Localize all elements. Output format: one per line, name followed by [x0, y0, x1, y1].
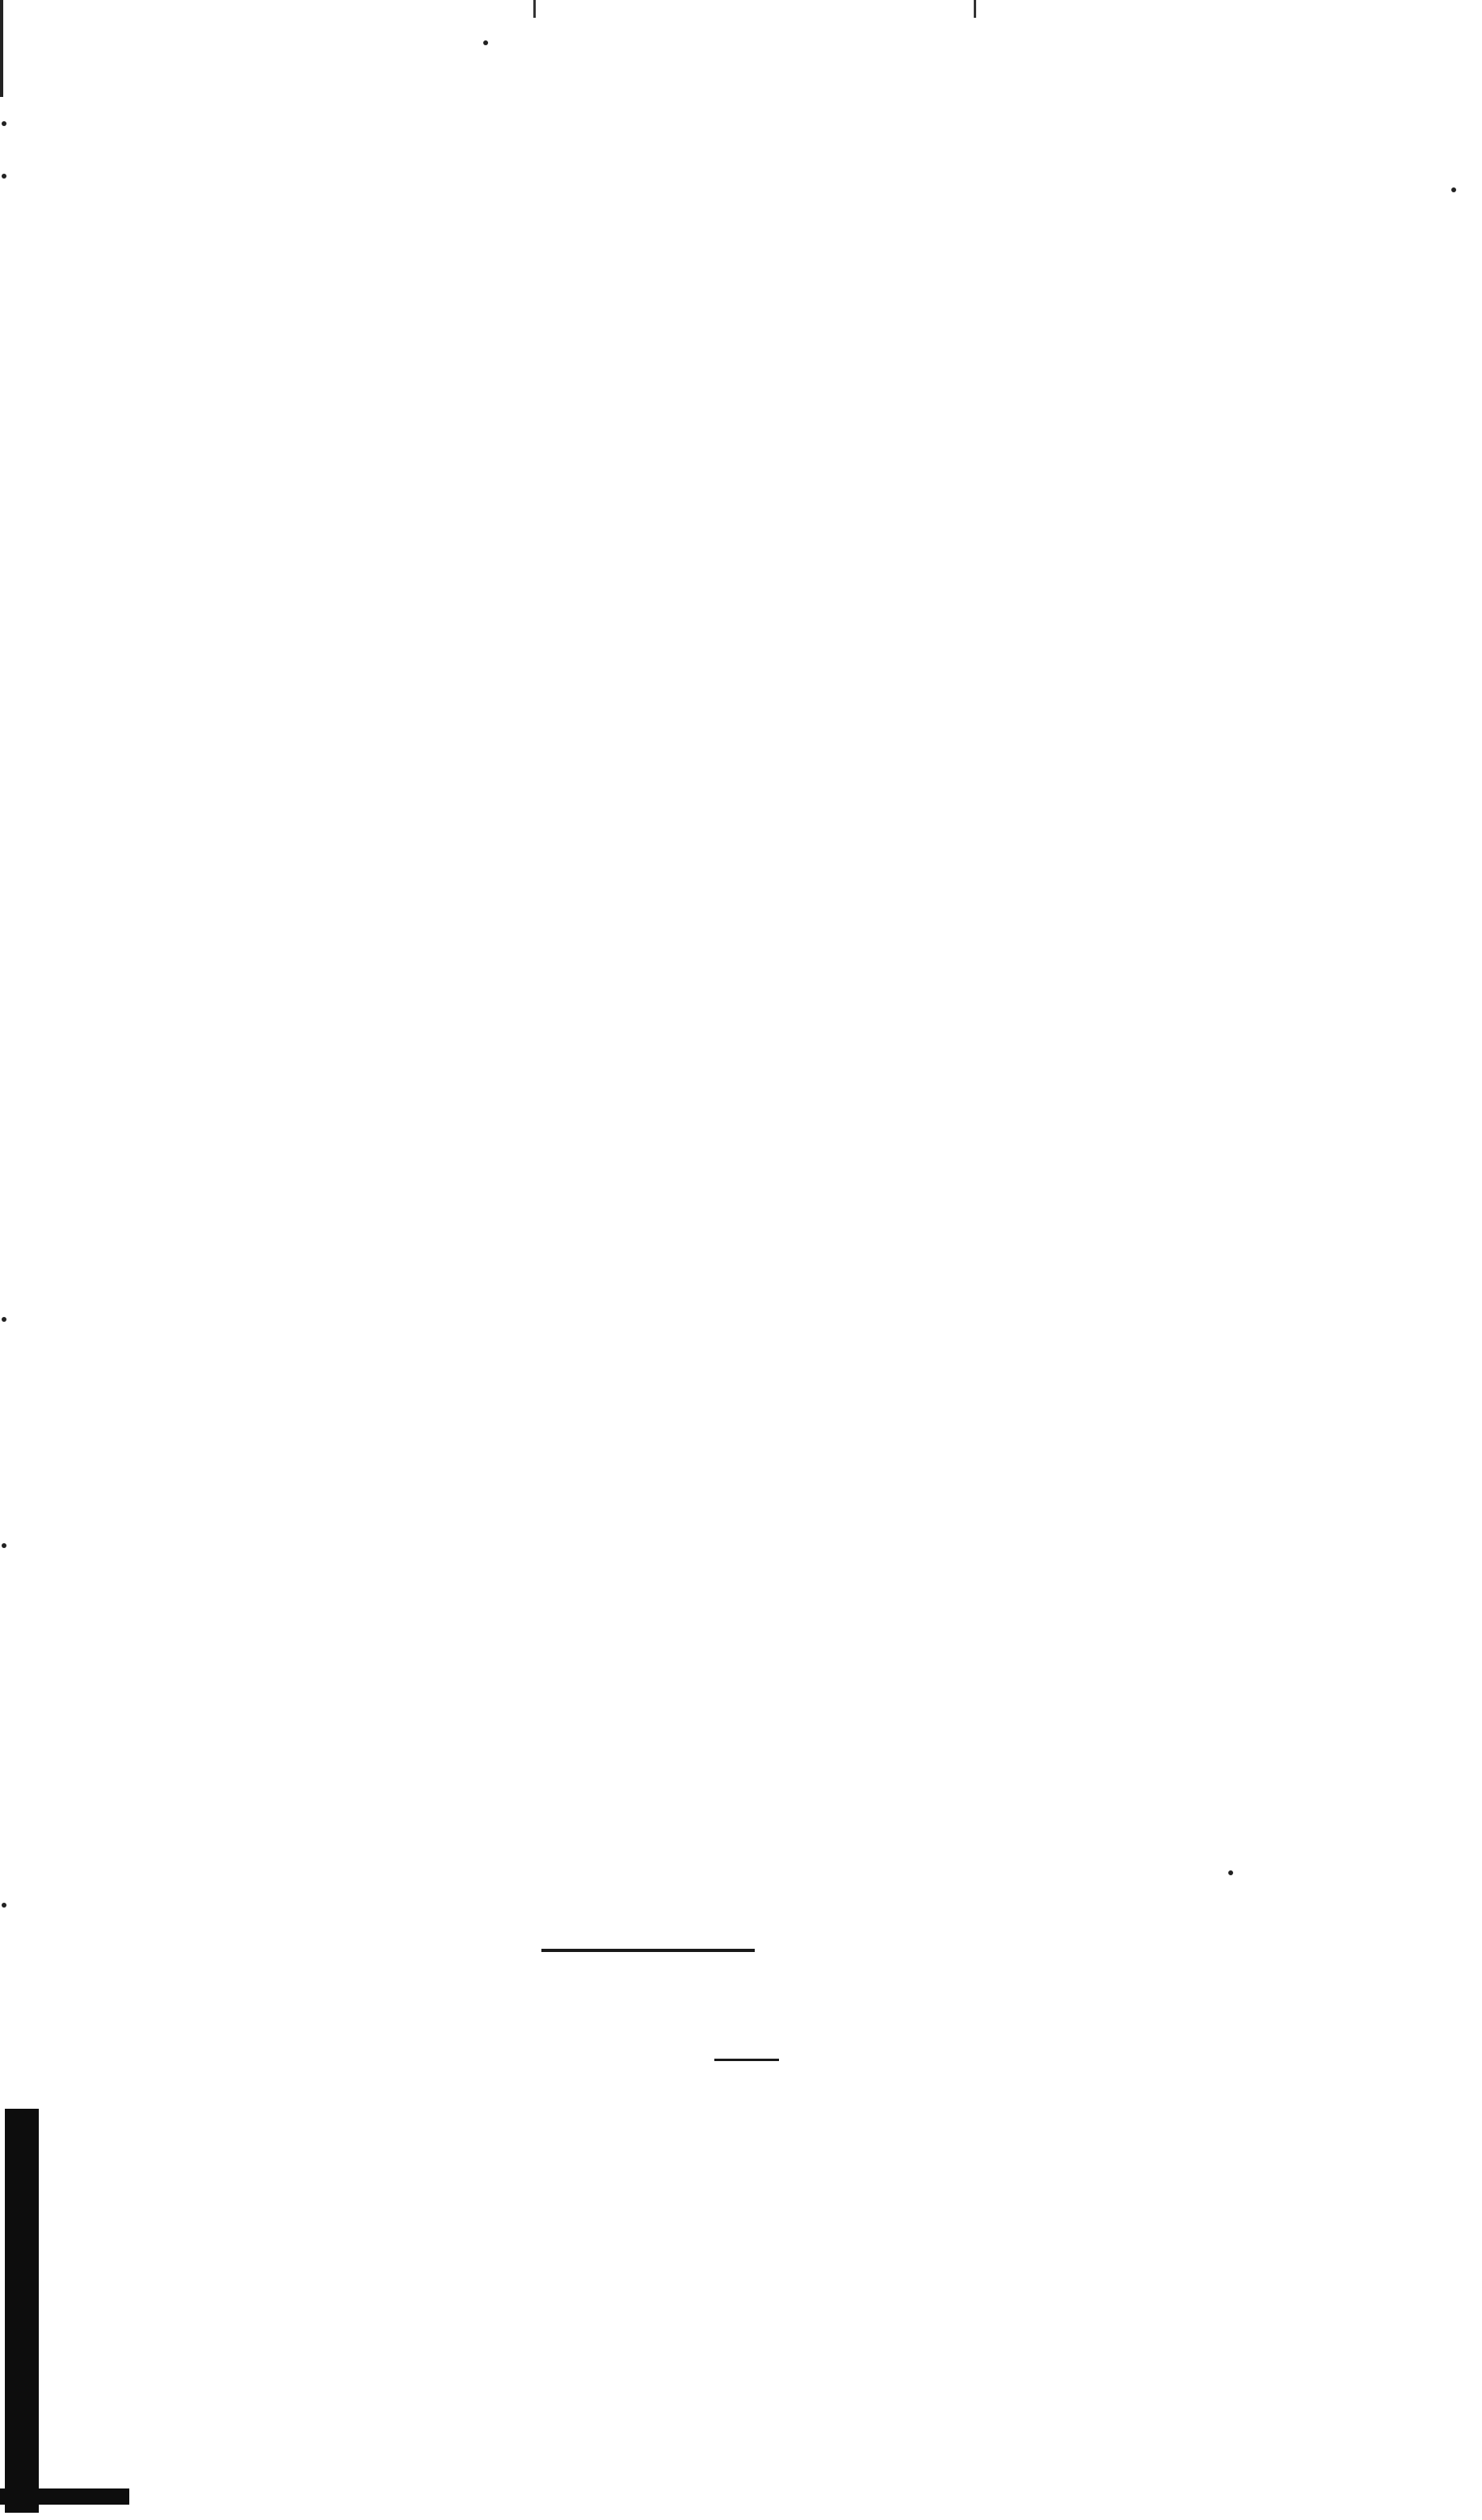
letter-section [78, 2073, 1366, 2117]
scan-binding-shadow [5, 2109, 39, 2513]
scan-edge-mark [533, 0, 536, 18]
scan-speck [1228, 1870, 1233, 1875]
scan-binding-shadow [0, 2488, 129, 2505]
scan-speck [2, 174, 6, 179]
scan-speck [483, 40, 488, 45]
scan-speck [2, 1317, 6, 1322]
scan-speck [1451, 187, 1456, 192]
intro-line [78, 2073, 1366, 2117]
scan-edge-mark [0, 0, 3, 97]
scan-speck [2, 1903, 6, 1908]
scan-speck [2, 121, 6, 126]
scan-speck [2, 1543, 6, 1548]
heading-rule [714, 2059, 779, 2061]
section-rule [541, 1949, 755, 1952]
scan-edge-mark [974, 0, 976, 18]
